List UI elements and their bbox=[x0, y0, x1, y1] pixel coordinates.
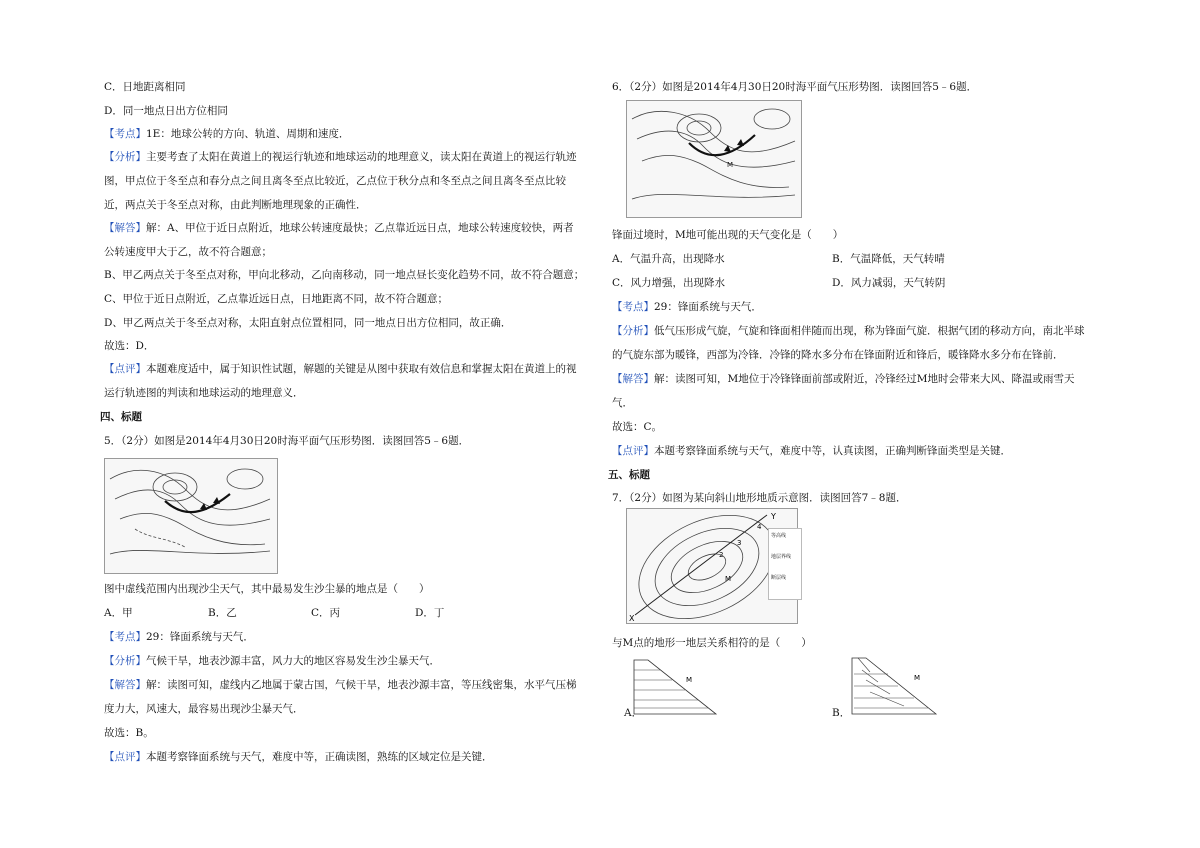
jieda-tag: 【解答】 bbox=[612, 373, 654, 385]
q7-option-b[interactable]: B． bbox=[832, 707, 851, 719]
pressure-map-figure-q5 bbox=[104, 458, 278, 574]
fenxi-tag: 【分析】 bbox=[104, 151, 146, 163]
stratum-4: 4 bbox=[757, 523, 762, 531]
jieda-1-line5: D、甲乙两点关于冬至点对称，太阳直射点位置相同，同一地点日出方位相同，故正确． bbox=[104, 317, 512, 329]
section-5-heading: 五、标题 bbox=[608, 469, 650, 481]
dianping-tag: 【点评】 bbox=[104, 751, 146, 763]
legend-stratum-boundary: 地层界线 bbox=[771, 554, 792, 560]
question-7: 7．（2分）如图为某向斜山地形地质示意图．读图回答7﹣8题． bbox=[612, 492, 907, 504]
legend-contour: 等高线 bbox=[771, 533, 787, 539]
kaodian-tag: 【考点】 bbox=[612, 301, 654, 313]
jieda-1-line2: 公转速度甲大于乙，故不符合题意； bbox=[104, 246, 272, 258]
kaodian-6: 【考点】29：锋面系统与天气． bbox=[612, 301, 762, 313]
jieda-1-line4: C、甲位于近日点附近，乙点靠近远日点，日地距离不同，故不符合题意； bbox=[104, 293, 449, 305]
option-c-line: C．日地距离相同 bbox=[104, 81, 186, 93]
pressure-map-figure-q6 bbox=[626, 100, 802, 218]
jieda-5: 【解答】解：读图可知，虚线内乙地属于蒙古国，气候干旱，地表沙源丰富，等压线密集，水平气压梯 bbox=[104, 679, 577, 691]
q7-option-a[interactable]: A． bbox=[624, 707, 643, 719]
jieda-1: 【解答】解：A、甲位于近日点附近，地球公转速度最快；乙点靠近远日点，地球公转速度较快，两者 bbox=[104, 222, 574, 234]
jieda-6: 【解答】解：读图可知，M地位于冷锋锋面前部或附近，冷锋经过M地时会带来大风、降温或雨雪天 bbox=[612, 373, 1075, 385]
dianping-1-line2: 运行轨迹图的判读和地球运动的地理意义． bbox=[104, 387, 304, 399]
map-legend bbox=[768, 528, 802, 600]
axis-label-y: Y bbox=[771, 512, 776, 521]
fenxi-1-line3: 近，两点关于冬至点对称，由此判断地理现象的正确性． bbox=[104, 199, 367, 211]
fenxi-6-line2: 的气旋东部为暖锋，西部为冷锋．冷锋的降水多分布在锋面附近和锋后，暖锋降水多分布在锋前． bbox=[612, 349, 1064, 361]
jieda-6-line2: 气． bbox=[612, 397, 633, 409]
kaodian-tag: 【考点】 bbox=[104, 128, 146, 140]
option-d-line: D．同一地点日出方位相同 bbox=[104, 105, 228, 117]
jieda-tag: 【解答】 bbox=[104, 222, 146, 234]
question-5-stem: 图中虚线范围内出现沙尘天气，其中最易发生沙尘暴的地点是（ ） bbox=[104, 583, 430, 595]
question-6-stem: 锋面过境时，M地可能出现的天气变化是（ ） bbox=[612, 229, 844, 241]
map-point-m: M bbox=[727, 161, 734, 169]
q5-option-a[interactable]: A．甲 bbox=[104, 607, 133, 619]
pressure-map-illustration bbox=[627, 101, 801, 217]
q5-option-d[interactable]: D．丁 bbox=[415, 607, 445, 619]
stratum-2: 2 bbox=[719, 551, 724, 559]
axis-label-x: X bbox=[629, 614, 635, 623]
answer-1: 故选：D． bbox=[104, 340, 155, 352]
fenxi-6: 【分析】低气压形成气旋，气旋和锋面相伴随而出现，称为锋面气旋．根据气团的移动方向，南北半球 bbox=[612, 325, 1085, 337]
q5-option-b[interactable]: B．乙 bbox=[208, 607, 237, 619]
kaodian-1: 【考点】1E：地球公转的方向、轨道、周期和速度． bbox=[104, 128, 350, 140]
dianping-5: 【点评】本题考察锋面系统与天气，难度中等，正确读图，熟练的区域定位是关键． bbox=[104, 751, 493, 763]
dianping-tag: 【点评】 bbox=[104, 363, 146, 375]
question-7-stem: 与M点的地形一地层关系相符的是（ ） bbox=[612, 637, 812, 649]
q6-option-a[interactable]: A．气温升高，出现降水 bbox=[612, 253, 725, 265]
jieda-1-line3: B、甲乙两点关于冬至点对称，甲向北移动，乙向南移动，同一地点昼长变化趋势不同，故不符合题意； bbox=[104, 269, 585, 281]
stratum-3: 3 bbox=[737, 539, 742, 547]
point-m: M bbox=[914, 674, 921, 682]
q6-option-d[interactable]: D．风力减弱，天气转阴 bbox=[832, 277, 946, 289]
legend-fault: 断层线 bbox=[771, 575, 787, 581]
point-m: M bbox=[686, 676, 693, 684]
fenxi-tag: 【分析】 bbox=[612, 325, 654, 337]
pressure-map-illustration bbox=[105, 459, 277, 573]
point-m: M bbox=[725, 575, 732, 583]
jieda-5-line2: 度力大，风速大，最容易出现沙尘暴天气． bbox=[104, 703, 304, 715]
answer-5: 故选：B。 bbox=[104, 727, 154, 739]
q6-option-b[interactable]: B．气温降低，天气转晴 bbox=[832, 253, 945, 265]
answer-6: 故选：C。 bbox=[612, 421, 663, 433]
dianping-6: 【点评】本题考察锋面系统与天气，难度中等，认真读图，正确判断锋面类型是关键． bbox=[612, 445, 1011, 457]
question-5: 5．（2分）如图是2014年4月30日20时海平面气压形势图．读图回答5﹣6题． bbox=[104, 435, 470, 447]
fenxi-1: 【分析】主要考查了太阳在黄道上的视运行轨迹和地球运动的地理意义，读太阳在黄道上的视运行轨迹 bbox=[104, 151, 577, 163]
q6-option-c[interactable]: C．风力增强，出现降水 bbox=[612, 277, 726, 289]
jieda-tag: 【解答】 bbox=[104, 679, 146, 691]
dianping-tag: 【点评】 bbox=[612, 445, 654, 457]
section-4-heading: 四、标题 bbox=[100, 411, 142, 423]
kaodian-tag: 【考点】 bbox=[104, 631, 146, 643]
question-6: 6．（2分）如图是2014年4月30日20时海平面气压形势图．读图回答5﹣6题． bbox=[612, 81, 978, 93]
strata-slope-illustration bbox=[848, 654, 940, 716]
option-b-diagram bbox=[848, 654, 940, 716]
fenxi-5: 【分析】气候干旱，地表沙源丰富，风力大的地区容易发生沙尘暴天气． bbox=[104, 655, 440, 667]
kaodian-5: 【考点】29：锋面系统与天气． bbox=[104, 631, 254, 643]
dianping-1: 【点评】本题难度适中，属于知识性试题，解题的关键是从图中获取有效信息和掌握太阳在黄道上的视 bbox=[104, 363, 577, 375]
q5-option-c[interactable]: C．丙 bbox=[311, 607, 341, 619]
fenxi-tag: 【分析】 bbox=[104, 655, 146, 667]
fenxi-1-line2: 图，甲点位于冬至点和春分点之间且离冬至点比较近，乙点位于秋分点和冬至点之间且离冬至点比较 bbox=[104, 175, 566, 187]
